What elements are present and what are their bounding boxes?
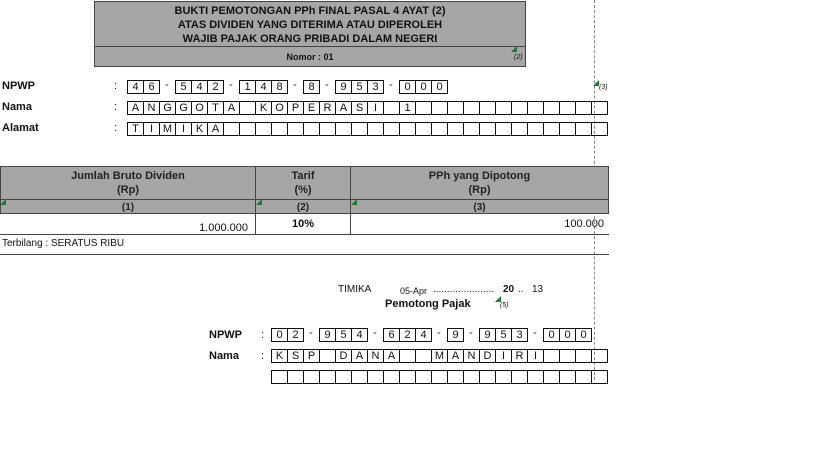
alamat-char-box <box>335 122 352 136</box>
terbilang-value: SERATUS RIBU <box>50 238 125 249</box>
title-line-2: ATAS DIVIDEN YANG DITERIMA ATAU DIPEROLEH <box>177 19 443 31</box>
alamat-char-box <box>511 122 528 136</box>
empty-char-box <box>383 370 400 384</box>
pemotong-nama-colon: : <box>261 350 265 362</box>
npwp-digit-box: 5 <box>335 328 352 342</box>
npwp-digit-box: 0 <box>399 80 416 94</box>
empty-char-box <box>479 370 496 384</box>
npwp-separator: - <box>325 79 329 91</box>
sign-date: 05-Apr <box>400 286 428 296</box>
alamat-char-box <box>479 122 496 136</box>
nama-char-box <box>543 101 560 115</box>
header-bruto <box>0 166 256 214</box>
nama-char-box: I <box>527 349 544 363</box>
alamat-char-box <box>255 122 272 136</box>
empty-char-box <box>287 370 304 384</box>
npwp-digit-box: 3 <box>511 328 528 342</box>
nama-char-box: R <box>319 101 336 115</box>
empty-char-box <box>367 370 384 384</box>
sign-place: TIMIKA <box>338 284 372 295</box>
alamat-char-box <box>559 122 576 136</box>
bruto-value: 1.000.000 <box>199 222 248 234</box>
empty-char-box <box>399 370 416 384</box>
npwp-digit-box: 8 <box>303 80 320 94</box>
npwp-digit-box: 9 <box>319 328 336 342</box>
npwp-digit-box: 0 <box>415 80 432 94</box>
npwp-digit-box: 5 <box>495 328 512 342</box>
npwp-digit-box: 4 <box>127 80 144 94</box>
empty-char-box <box>527 370 544 384</box>
npwp-separator: - <box>469 327 473 339</box>
npwp-digit-box: 0 <box>271 328 288 342</box>
nama-char-box: D <box>335 349 352 363</box>
npwp-separator: - <box>373 327 377 339</box>
alamat-char-box <box>575 122 592 136</box>
npwp-separator: - <box>165 79 169 91</box>
recipient-npwp-label: NPWP <box>2 80 35 92</box>
alamat-char-box <box>399 122 416 136</box>
recipient-nama-label: Nama <box>2 101 32 113</box>
npwp-digit-box: 2 <box>287 328 304 342</box>
nama-char-box <box>591 349 608 363</box>
npwp-digit-box: 4 <box>255 80 272 94</box>
nama-char-box <box>575 349 592 363</box>
nama-char-box <box>415 349 432 363</box>
alamat-char-box: K <box>191 122 208 136</box>
pemotong-note: (5) <box>500 302 509 309</box>
title-note: (2) <box>514 54 523 61</box>
nama-char-box: T <box>207 101 224 115</box>
npwp-digit-box: 0 <box>575 328 592 342</box>
npwp-digit-box: 1 <box>239 80 256 94</box>
alamat-char-box: A <box>207 122 224 136</box>
comment-marker-icon <box>351 199 357 205</box>
empty-char-box <box>335 370 352 384</box>
npwp-digit-box: 4 <box>191 80 208 94</box>
alamat-char-box <box>463 122 480 136</box>
alamat-char-box: T <box>127 122 144 136</box>
title-line-1: BUKTI PEMOTONGAN PPh FINAL PASAL 4 AYAT (2) <box>174 5 446 17</box>
npwp-separator: - <box>533 327 537 339</box>
nama-char-box: K <box>271 349 288 363</box>
title-line-3: WAJIB PAJAK ORANG PRIBADI DALAM NEGERI <box>182 33 438 45</box>
nama-char-box: S <box>351 101 368 115</box>
recipient-npwp-colon: : <box>114 80 118 92</box>
header-pph-no: (3) <box>351 199 608 215</box>
alamat-char-box <box>527 122 544 136</box>
nama-char-box: A <box>127 101 144 115</box>
empty-char-box <box>463 370 480 384</box>
npwp-digit-box: 5 <box>351 80 368 94</box>
alamat-char-box: M <box>159 122 176 136</box>
sign-year-prefix: 20 <box>503 284 515 295</box>
empty-char-box <box>495 370 512 384</box>
nama-char-box: R <box>511 349 528 363</box>
nama-char-box: E <box>303 101 320 115</box>
nama-char-box: D <box>479 349 496 363</box>
nama-char-box <box>239 101 256 115</box>
empty-char-box <box>559 370 576 384</box>
nama-char-box: N <box>367 349 384 363</box>
empty-char-box <box>591 370 608 384</box>
nama-char-box <box>431 101 448 115</box>
header-tarif-title: Tarif <box>291 170 315 182</box>
npwp-digit-box: 4 <box>415 328 432 342</box>
nama-char-box <box>591 101 608 115</box>
terbilang-label: Terbilang : <box>2 238 49 249</box>
nama-char-box: M <box>431 349 448 363</box>
nama-char-box <box>527 101 544 115</box>
recipient-alamat-colon: : <box>114 122 118 134</box>
alamat-char-box <box>303 122 320 136</box>
nama-char-box <box>575 101 592 115</box>
nomor-row <box>95 46 525 68</box>
nama-char-box: O <box>191 101 208 115</box>
pemotong-nama-label: Nama <box>209 350 239 362</box>
header-bruto-unit: (Rp) <box>117 184 139 196</box>
alamat-char-box <box>351 122 368 136</box>
nama-char-box: K <box>255 101 272 115</box>
nama-char-box: A <box>223 101 240 115</box>
npwp-digit-box: 0 <box>431 80 448 94</box>
empty-char-box <box>303 370 320 384</box>
comment-marker-icon <box>511 46 517 52</box>
nama-char-box: S <box>287 349 304 363</box>
nama-char-box <box>415 101 432 115</box>
nama-char-box <box>559 101 576 115</box>
header-pph <box>350 166 609 214</box>
pph-value: 100.000 <box>564 218 604 230</box>
npwp-digit-box: 9 <box>447 328 464 342</box>
header-bruto-no: (1) <box>1 199 255 215</box>
npwp-digit-box: 4 <box>351 328 368 342</box>
npwp-digit-box: 6 <box>383 328 400 342</box>
comment-marker-icon <box>0 199 6 205</box>
alamat-char-box <box>415 122 432 136</box>
npwp-separator: - <box>437 327 441 339</box>
empty-char-box <box>447 370 464 384</box>
nama-char-box <box>495 101 512 115</box>
empty-char-box <box>271 370 288 384</box>
npwp-separator: - <box>293 79 297 91</box>
pemotong-npwp-colon: : <box>261 329 265 341</box>
nama-char-box <box>559 349 576 363</box>
nama-char-box: I <box>367 101 384 115</box>
title-box <box>94 1 526 67</box>
alamat-char-box <box>383 122 400 136</box>
nama-char-box <box>447 101 464 115</box>
alamat-char-box <box>431 122 448 136</box>
alamat-char-box <box>319 122 336 136</box>
nama-char-box: N <box>463 349 480 363</box>
alamat-char-box <box>543 122 560 136</box>
alamat-char-box <box>591 122 608 136</box>
nama-char-box: P <box>287 101 304 115</box>
nama-char-box: A <box>447 349 464 363</box>
tarif-value: 10% <box>291 218 315 230</box>
table-bottom-border <box>0 234 609 235</box>
npwp-digit-box: 0 <box>559 328 576 342</box>
pemotong-label: Pemotong Pajak <box>385 298 471 310</box>
nama-char-box <box>511 101 528 115</box>
nama-char-box <box>479 101 496 115</box>
header-tarif <box>255 166 351 214</box>
npwp-digit-box: 2 <box>399 328 416 342</box>
npwp-separator: - <box>309 327 313 339</box>
nama-char-box: N <box>143 101 160 115</box>
nomor-value: 01 <box>323 52 334 62</box>
recipient-alamat-label: Alamat <box>2 122 39 134</box>
header-pph-title: PPh yang Dipotong <box>428 170 531 182</box>
nama-char-box <box>543 349 560 363</box>
recipient-nama-colon: : <box>114 101 118 113</box>
nomor-label: Nomor : <box>286 52 321 62</box>
pemotong-npwp-label: NPWP <box>209 329 242 341</box>
empty-char-box <box>431 370 448 384</box>
sign-year-suffix: 13 <box>532 284 544 295</box>
nama-char-box <box>463 101 480 115</box>
alamat-char-box <box>271 122 288 136</box>
npwp-digit-box: 9 <box>479 328 496 342</box>
nama-char-box: A <box>351 349 368 363</box>
terbilang-underline <box>0 254 609 255</box>
header-pph-unit: (Rp) <box>468 184 491 196</box>
nama-char-box <box>383 101 400 115</box>
npwp-digit-box: 0 <box>543 328 560 342</box>
nama-char-box: A <box>335 101 352 115</box>
nama-char-box <box>319 349 336 363</box>
header-tarif-unit: (%) <box>294 184 312 196</box>
nama-char-box: O <box>271 101 288 115</box>
alamat-char-box <box>447 122 464 136</box>
alamat-char-box: I <box>175 122 192 136</box>
terbilang-row <box>2 238 124 249</box>
npwp-separator: - <box>229 79 233 91</box>
empty-char-box <box>415 370 432 384</box>
alamat-char-box <box>223 122 240 136</box>
empty-char-box <box>511 370 528 384</box>
alamat-char-box: I <box>143 122 160 136</box>
sign-year-dots: .. <box>518 284 524 295</box>
table-divider <box>350 214 351 235</box>
nama-char-box: P <box>303 349 320 363</box>
empty-char-box <box>575 370 592 384</box>
header-bruto-title: Jumlah Bruto Dividen <box>71 170 185 182</box>
nama-char-box: G <box>159 101 176 115</box>
npwp-digit-box: 3 <box>367 80 384 94</box>
npwp-separator: - <box>389 79 393 91</box>
alamat-char-box <box>287 122 304 136</box>
npwp-digit-box: 5 <box>175 80 192 94</box>
nama-char-box: A <box>383 349 400 363</box>
empty-char-box <box>351 370 368 384</box>
nama-char-box <box>399 349 416 363</box>
sign-date-dots: ...................... <box>433 284 495 295</box>
alamat-char-box <box>367 122 384 136</box>
empty-char-box <box>543 370 560 384</box>
alamat-char-box <box>239 122 256 136</box>
empty-char-box <box>319 370 336 384</box>
npwp-digit-box: 9 <box>335 80 352 94</box>
npwp-digit-box: 8 <box>271 80 288 94</box>
header-tarif-no: (2) <box>256 199 350 215</box>
nama-char-box: 1 <box>399 101 416 115</box>
nama-char-box: I <box>495 349 512 363</box>
recipient-note: (3) <box>599 84 608 91</box>
npwp-digit-box: 2 <box>207 80 224 94</box>
npwp-digit-box: 6 <box>143 80 160 94</box>
nama-char-box: G <box>175 101 192 115</box>
comment-marker-icon <box>256 199 262 205</box>
alamat-char-box <box>495 122 512 136</box>
